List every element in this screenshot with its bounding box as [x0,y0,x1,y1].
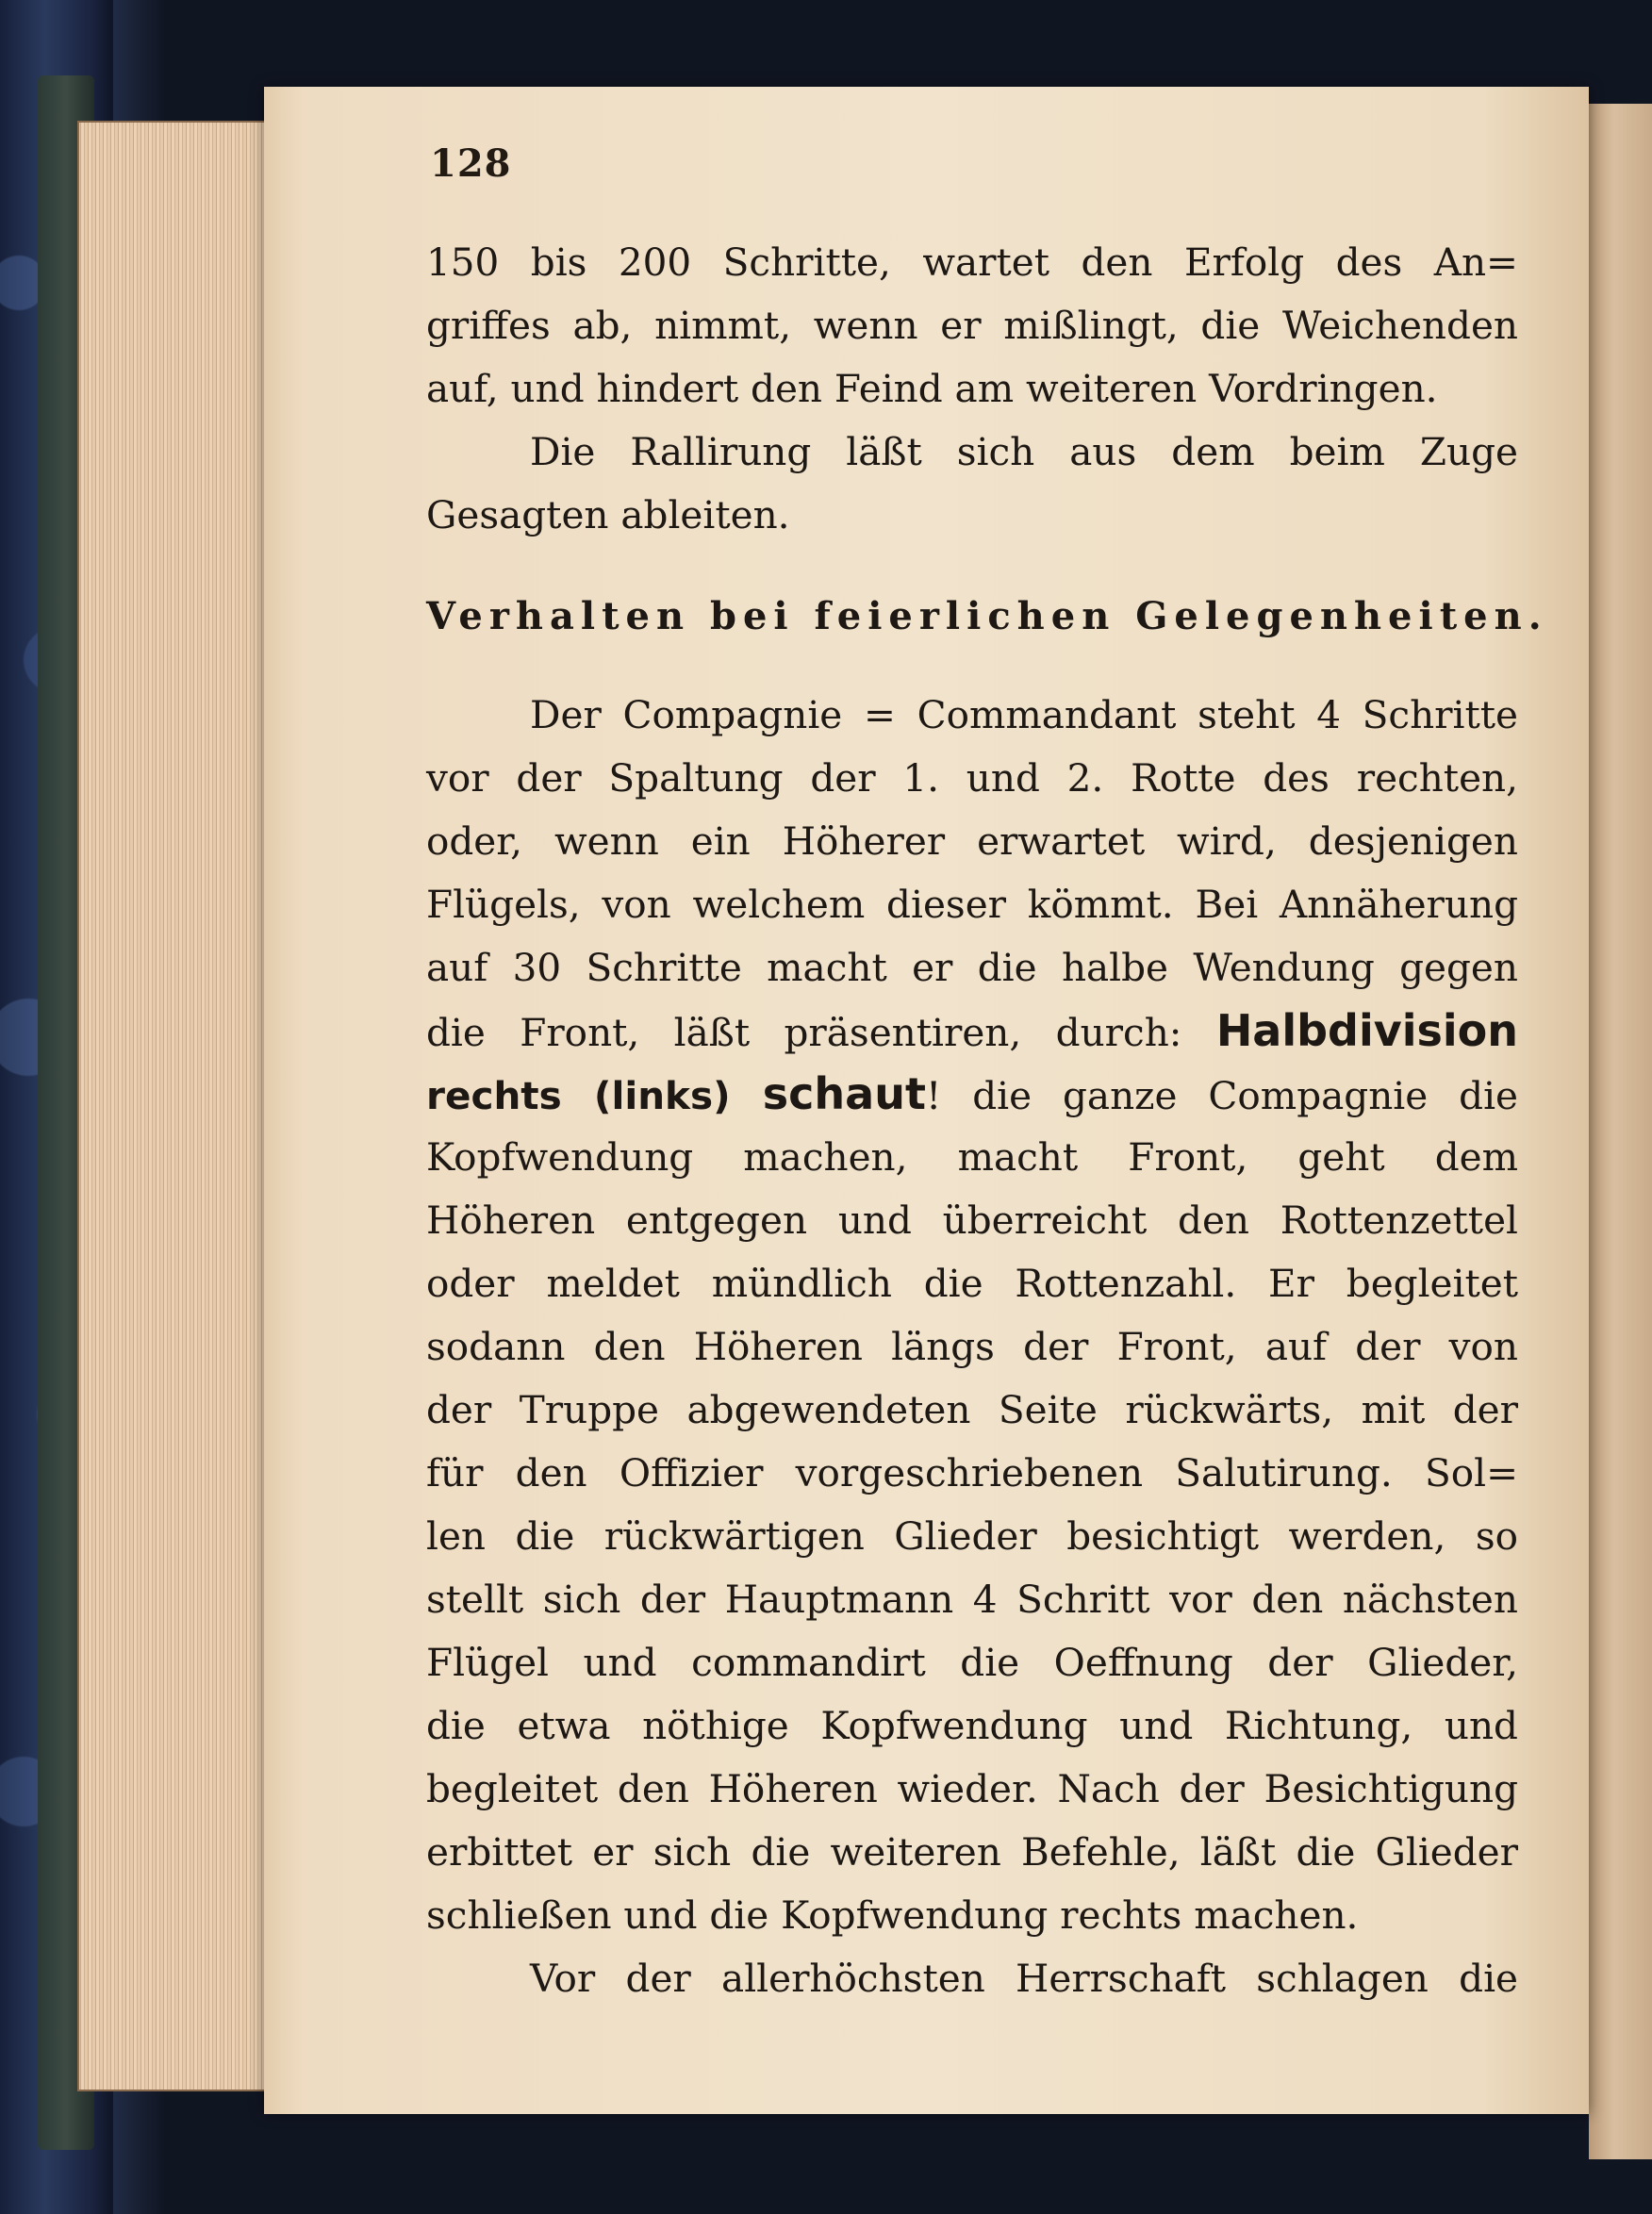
text-span: ! die ganze Compagnie die [925,1073,1519,1118]
text-line: stellt sich der Hauptmann 4 Schritt vor den nächsten [426,1577,1518,1622]
text-line: 150 bis 200 Schritte, wartet den Erfolg des An= [426,240,1518,285]
text-line: der Truppe abgewendeten Seite rückwärts, mit der [426,1387,1518,1432]
text-line: auf 30 Schritte macht er die halbe Wendung gegen [426,945,1518,990]
page-text [426,141,1548,2010]
text-line: Höheren entgegen und überreicht den Rottenzettel [426,1198,1518,1243]
text-line: Der Compagnie = Commandant steht 4 Schritte [530,692,1518,737]
paragraph-ceremonial [426,684,1518,1947]
text-line-with-command [426,1063,1518,1126]
facing-page-edge [1589,104,1652,2159]
paragraph-rallirung [426,421,1518,547]
text-line: Die Rallirung läßt sich aus dem beim Zuge [530,429,1518,474]
page-stack-edges [77,121,275,2091]
paragraph-continuation [426,231,1518,421]
paragraph-herrschaft [426,1947,1518,2010]
text-line: len die rückwärtigen Glieder besichtigt werden, so [426,1513,1518,1559]
text-line: oder, wenn ein Höherer erwartet wird, desjenigen [426,818,1518,864]
section-heading: Verhalten bei feierlichen Gelegenheiten. [426,594,1548,638]
command-emphasis: rechts (links) [426,1073,763,1118]
text-line: Kopfwendung machen, macht Front, geht dem [426,1134,1518,1180]
text-line: auf, und hindert den Feind am weiteren Vordringen. [426,366,1438,411]
text-line: für den Offizier vorgeschriebenen Salutirung. Sol= [426,1450,1518,1495]
text-span: die Front, läßt präsentiren, durch: [426,1010,1216,1055]
text-line: schließen und die Kopfwendung rechts machen. [426,1892,1359,1938]
command-emphasis: schaut [762,1068,926,1119]
text-line: oder meldet mündlich die Rottenzahl. Er begleitet [426,1261,1518,1306]
text-line: Flügel und commandirt die Oeffnung der Glieder, [426,1640,1518,1685]
text-line: erbittet er sich die weiteren Befehle, läßt die Glieder [426,1829,1518,1875]
text-line: Vor der allerhöchsten Herrschaft schlagen die [530,1956,1518,2001]
text-line: begleitet den Höheren wieder. Nach der Besichtigung [426,1766,1518,1811]
command-emphasis: Halbdivision [1215,1005,1518,1056]
text-line: griffes ab, nimmt, wenn er mißlingt, die Weichenden [426,303,1518,348]
text-line: sodann den Höheren längs der Front, auf der von [426,1324,1518,1369]
text-line: vor der Spaltung der 1. und 2. Rotte des rechten, [426,755,1518,801]
text-line: Gesagten ableiten. [426,492,790,537]
page-number: 128 [430,141,512,186]
text-line: die etwa nöthige Kopfwendung und Richtung, und [426,1703,1518,1748]
text-line: Flügels, von welchem dieser kömmt. Bei Annäherung [426,882,1518,927]
text-line-with-command [426,1000,1518,1063]
